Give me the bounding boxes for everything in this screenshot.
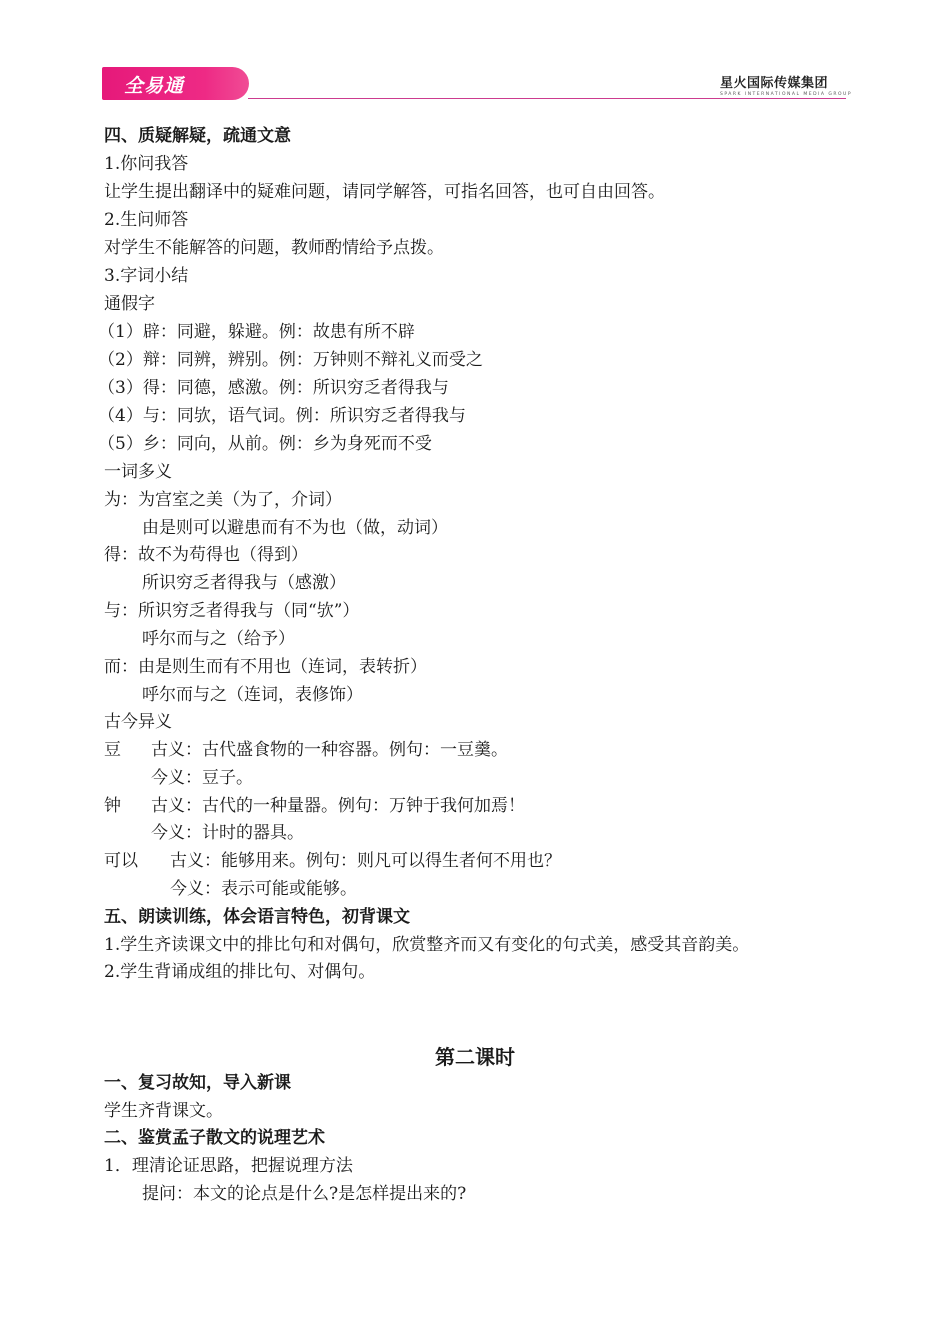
section-heading: 四、质疑解疑，疏通文意 (104, 126, 291, 146)
text-line: 学生齐背课文。 (104, 1101, 223, 1121)
text-line: （5）乡：同向，从前。例：乡为身死而不受 (98, 434, 432, 454)
text-line: 所识穷乏者得我与（感激） (142, 573, 346, 593)
header-divider (248, 98, 846, 99)
text-line: 古义：能够用来。例句：则凡可以得生者何不用也？ (170, 851, 561, 871)
publisher-name: 星火国际传媒集团 (720, 76, 829, 91)
text-line: 对学生不能解答的问题，教师酌情给予点拨。 (104, 238, 444, 258)
text-line: 钟 (104, 796, 121, 816)
text-line: 呼尔而与之（连词，表修饰） (142, 685, 363, 705)
text-line: 而：由是则生而有不用也（连词，表转折） (104, 657, 427, 677)
text-line: 让学生提出翻译中的疑难问题，请同学解答，可指名回答，也可自由回答。 (104, 182, 665, 202)
lesson-title: 第二课时 (435, 1045, 515, 1069)
text-line: 呼尔而与之（给予） (142, 629, 295, 649)
text-line: 3.字词小结 (104, 266, 189, 286)
section-heading: 一、复习故知，导入新课 (104, 1073, 291, 1093)
text-line: 古义：古代的一种量器。例句：万钟于我何加焉！ (151, 796, 525, 816)
text-line: 提问：本文的论点是什么?是怎样提出来的? (142, 1184, 467, 1204)
text-line: （3）得：同德，感激。例：所识穷乏者得我与 (98, 378, 449, 398)
text-line: 今义：表示可能或能够。 (170, 879, 357, 899)
text-line: 2.学生背诵成组的排比句、对偶句。 (104, 962, 376, 982)
logo-text: 全易通 (124, 75, 185, 97)
text-line: 古义：古代盛食物的一种容器。例句：一豆羹。 (151, 740, 508, 760)
text-line: 豆 (104, 740, 121, 760)
text-line: 可以 (104, 851, 138, 871)
text-line: 1.学生齐读课文中的排比句和对偶句，欣赏整齐而又有变化的句式美，感受其音韵美。 (104, 935, 750, 955)
publisher-block (720, 72, 852, 97)
text-line: 一词多义 (104, 462, 172, 482)
text-line: 2.生问师答 (104, 210, 189, 230)
logo (102, 67, 249, 100)
text-line: 今义：豆子。 (151, 768, 253, 788)
text-line: （4）与：同欤，语气词。例：所识穷乏者得我与 (98, 406, 466, 426)
text-line: 通假字 (104, 294, 155, 314)
text-line: 与：所识穷乏者得我与（同“欤”） (104, 601, 360, 621)
text-line: 古今异义 (104, 712, 172, 732)
text-line: 今义：计时的器具。 (151, 823, 304, 843)
text-line: 1．理清论证思路，把握说理方法 (104, 1156, 353, 1176)
publisher-name-en: SPARK INTERNATIONAL MEDIA GROUP (720, 92, 853, 97)
section-heading: 五、朗读训练，体会语言特色，初背课文 (104, 907, 410, 927)
text-line: 由是则可以避患而有不为也（做，动词） (142, 518, 448, 538)
text-line: （2）辩：同辨，辨别。例：万钟则不辩礼义而受之 (98, 350, 483, 370)
text-line: 为：为宫室之美（为了，介词） (104, 490, 342, 510)
text-line: （1）辟：同避，躲避。例：故患有所不辟 (98, 322, 415, 342)
text-line: 1.你问我答 (104, 154, 189, 174)
section-heading: 二、鉴赏孟子散文的说理艺术 (104, 1128, 325, 1148)
text-line: 得：故不为苟得也（得到） (104, 545, 308, 565)
